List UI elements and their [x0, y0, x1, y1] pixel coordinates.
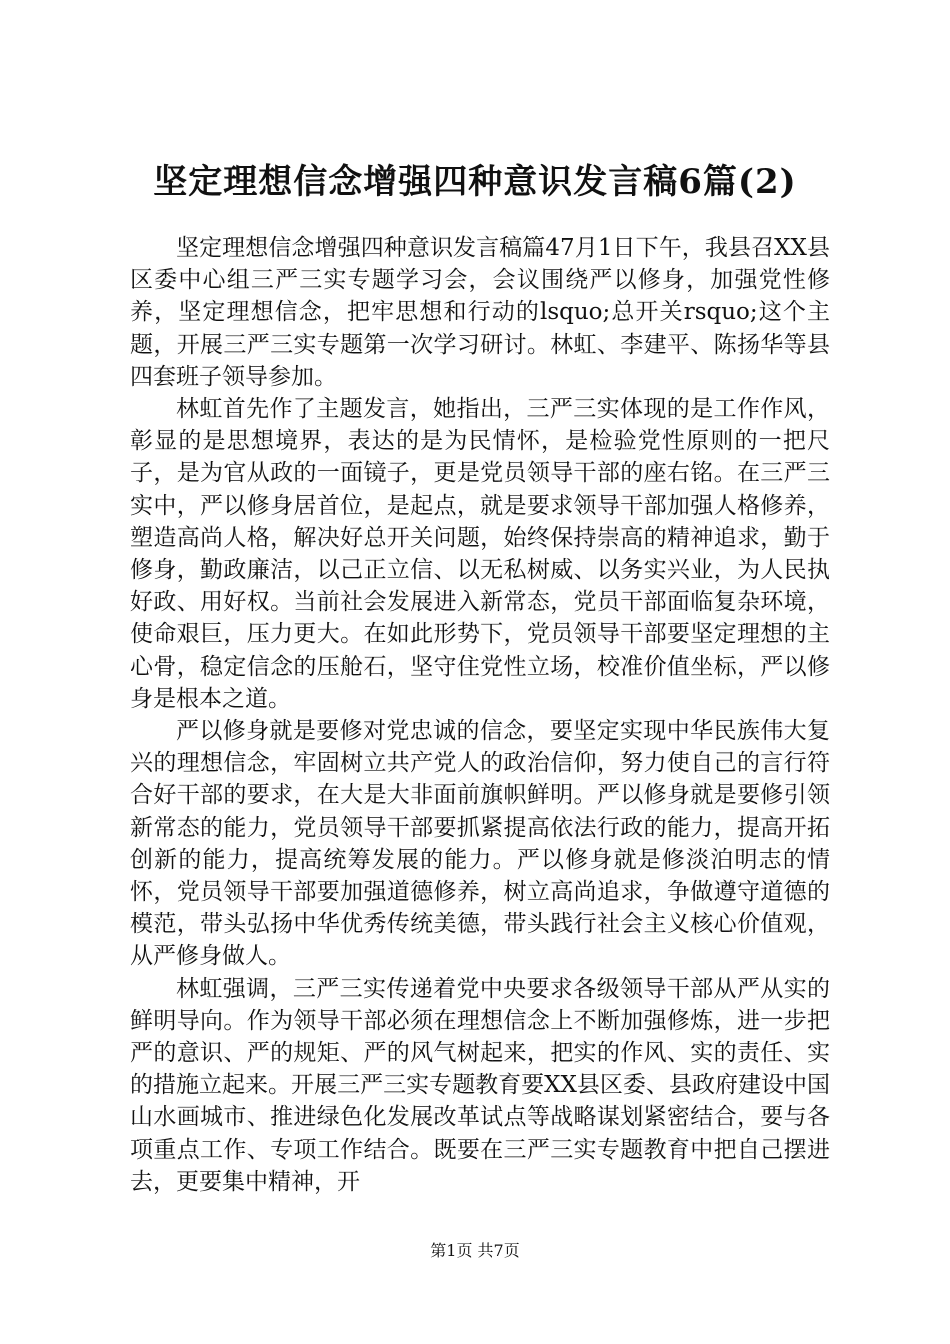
- document-title: 坚定理想信念增强四种意识发言稿6篇(2): [153, 162, 797, 202]
- paragraph-2: 林虹首先作了主题发言，她指出，三严三实体现的是工作作风，彰显的是思想境界，表达的是为民情怀，是检验党性原则的一把尺子，是为官从政的一面镜子，更是党员领导干部的座右铭。在三严三实中，严以修身居首位，是起点，就是要求领导干部加强人格修养，塑造高尚人格，解决好总开关问题，始终保持崇高的精神追求，勤于修身，勤政廉洁，以己正立信、以无私树威、以务实兴业，为人民执好政、用好权。当前社会发展进入新常态，党员干部面临复杂环境，使命艰巨，压力更大。在如此形势下，党员领导干部要坚定理想的主心骨，稳定信念的压舱石，坚守住党性立场，校准价值坐标，严以修身是根本之道。: [130, 396, 830, 712]
- document-body: [130, 232, 830, 1198]
- page-number-footer: 第1页 共7页: [430, 1241, 520, 1260]
- paragraph-4: 林虹强调，三严三实传递着党中央要求各级领导干部从严从实的鲜明导向。作为领导干部必须在理想信念上不断加强修炼，进一步把严的意识、严的规矩、严的风气树起来，把实的作风、实的责任、实的措施立起来。开展三严三实专题教育要XX县区委、县政府建设中国山水画城市、推进绿色化发展改革试点等战略谋划紧密结合，要与各项重点工作、专项工作结合。既要在三严三实专题教育中把自己摆进去，更要集中精神，开: [130, 975, 830, 1195]
- paragraph-3: 严以修身就是要修对党忠诚的信念，要坚定实现中华民族伟大复兴的理想信念，牢固树立共产党人的政治信仰，努力使自己的言行符合好干部的要求，在大是大非面前旗帜鲜明。严以修身就是要修引领新常态的能力，党员领导干部要抓紧提高依法行政的能力，提高开拓创新的能力，提高统筹发展的能力。严以修身就是修淡泊明志的情怀，党员领导干部要加强道德修养，树立高尚追求，争做遵守道德的模范，带头弘扬中华优秀传统美德，带头践行社会主义核心价值观，从严修身做人。: [130, 718, 830, 970]
- paragraph-1: 坚定理想信念增强四种意识发言稿篇47月1日下午，我县召XX县区委中心组三严三实专题学习会，会议围绕严以修身，加强党性修养，坚定理想信念，把牢思想和行动的lsquo;总开关rsquo;这个主题，开展三严三实专题第一次学习研讨。林虹、李建平、陈扬华等县四套班子领导参加。: [130, 235, 830, 390]
